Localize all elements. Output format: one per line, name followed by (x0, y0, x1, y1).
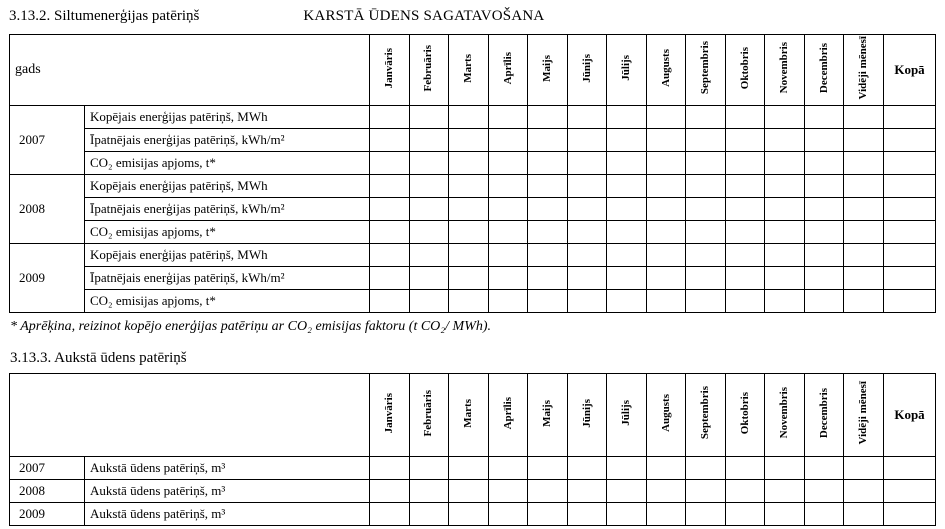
data-cell (449, 129, 489, 152)
data-cell (607, 480, 647, 503)
month-header (804, 35, 844, 106)
month-header-label: Novembris (778, 387, 791, 439)
data-cell (884, 290, 936, 313)
month-header (370, 35, 410, 106)
month-header (646, 374, 686, 457)
month-header-label: Augusts (659, 394, 672, 432)
row-label: CO₂ emisijas apjoms, t* (85, 290, 370, 313)
data-cell (844, 106, 884, 129)
row-label: Aukstā ūdens patēriņš, m³ (85, 480, 370, 503)
data-cell (646, 221, 686, 244)
data-cell (607, 198, 647, 221)
year-cell: 2009 (10, 244, 85, 313)
row-label: Īpatnējais enerģijas patēriņš, kWh/m² (85, 129, 370, 152)
data-cell (725, 267, 765, 290)
month-header (607, 35, 647, 106)
table-row (10, 198, 936, 221)
data-cell (488, 175, 528, 198)
data-cell (488, 221, 528, 244)
month-header-label: Novembris (778, 42, 791, 94)
table-row (10, 457, 936, 480)
data-cell (449, 503, 489, 526)
month-header-label: Jūnijs (580, 398, 593, 428)
month-header (607, 374, 647, 457)
data-cell (765, 129, 805, 152)
data-cell (765, 290, 805, 313)
data-cell (567, 457, 607, 480)
heat-energy-table (9, 34, 936, 313)
month-header (409, 374, 449, 457)
total-header (884, 35, 936, 106)
data-cell (488, 480, 528, 503)
month-header (567, 374, 607, 457)
footnote: * Aprēķina, reizinot kopējo enerģijas patēriņu ar CO₂ emisijas faktoru (t CO₂/ MWh). (10, 319, 492, 334)
data-cell (607, 267, 647, 290)
data-cell (884, 152, 936, 175)
month-header (409, 35, 449, 106)
total-header (884, 374, 936, 457)
data-cell (449, 198, 489, 221)
table-header-row (10, 374, 936, 457)
data-cell (725, 198, 765, 221)
data-cell (844, 198, 884, 221)
gads-label: gads (15, 62, 41, 77)
data-cell (567, 221, 607, 244)
data-cell (607, 106, 647, 129)
data-cell (370, 152, 410, 175)
table-row (10, 503, 936, 526)
data-cell (884, 106, 936, 129)
data-cell (686, 221, 726, 244)
data-cell (725, 129, 765, 152)
data-cell (409, 290, 449, 313)
total-header-label: Kopā (894, 407, 925, 422)
month-header-label: Aprīlis (501, 396, 514, 430)
data-cell (844, 244, 884, 267)
month-header (370, 374, 410, 457)
row-label: Īpatnējais enerģijas patēriņš, kWh/m² (85, 198, 370, 221)
data-cell (607, 129, 647, 152)
data-cell (884, 480, 936, 503)
data-cell (449, 152, 489, 175)
data-cell (370, 175, 410, 198)
month-header-label: Oktobris (738, 391, 751, 435)
data-cell (607, 221, 647, 244)
data-cell (765, 152, 805, 175)
data-cell (370, 457, 410, 480)
month-header-label: Janvāris (382, 392, 395, 434)
data-cell (449, 175, 489, 198)
month-header (646, 35, 686, 106)
data-cell (765, 106, 805, 129)
row-label: Kopējais enerģijas patēriņš, MWh (85, 175, 370, 198)
data-cell (844, 503, 884, 526)
data-cell (725, 290, 765, 313)
table-row (10, 480, 936, 503)
row-label: Aukstā ūdens patēriņš, m³ (85, 457, 370, 480)
data-cell (646, 175, 686, 198)
year-cell: 2007 (10, 457, 85, 480)
table-row (10, 221, 936, 244)
month-header (528, 374, 568, 457)
data-cell (528, 198, 568, 221)
month-header-label: Jūlijs (620, 55, 633, 81)
data-cell (844, 221, 884, 244)
data-cell (646, 290, 686, 313)
section-1-title-row (9, 8, 936, 30)
data-cell (844, 129, 884, 152)
data-cell (567, 175, 607, 198)
data-cell (370, 503, 410, 526)
section-1-title: 3.13.2. Siltumenerģijas patēriņš (9, 8, 200, 24)
month-header (804, 374, 844, 457)
data-cell (646, 244, 686, 267)
data-cell (884, 244, 936, 267)
data-cell (804, 129, 844, 152)
data-cell (409, 175, 449, 198)
data-cell (409, 244, 449, 267)
data-cell (528, 290, 568, 313)
data-cell (765, 457, 805, 480)
data-cell (804, 221, 844, 244)
data-cell (409, 221, 449, 244)
month-header-label: Oktobris (738, 46, 751, 90)
data-cell (567, 244, 607, 267)
data-cell (409, 198, 449, 221)
year-cell: 2008 (10, 480, 85, 503)
row-label: Kopējais enerģijas patēriņš, MWh (85, 106, 370, 129)
data-cell (844, 457, 884, 480)
data-cell (607, 457, 647, 480)
data-cell (528, 480, 568, 503)
month-header-label: Jūlijs (620, 400, 633, 426)
data-cell (528, 457, 568, 480)
table-row (10, 106, 936, 129)
year-cell: 2007 (10, 106, 85, 175)
data-cell (567, 503, 607, 526)
row-label: Kopējais enerģijas patēriņš, MWh (85, 244, 370, 267)
month-header-label: Vidēji mēnesī (857, 36, 870, 100)
data-cell (528, 175, 568, 198)
data-cell (488, 503, 528, 526)
data-cell (449, 480, 489, 503)
data-cell (884, 221, 936, 244)
data-cell (409, 267, 449, 290)
data-cell (686, 244, 726, 267)
data-cell (567, 152, 607, 175)
data-cell (567, 106, 607, 129)
data-cell (449, 221, 489, 244)
month-header-label: Augusts (659, 49, 672, 87)
data-cell (488, 267, 528, 290)
data-cell (725, 480, 765, 503)
data-cell (646, 267, 686, 290)
empty-corner-cell (10, 374, 370, 457)
data-cell (804, 480, 844, 503)
data-cell (370, 480, 410, 503)
year-cell: 2009 (10, 503, 85, 526)
month-header-label: Jūnijs (580, 53, 593, 83)
data-cell (567, 480, 607, 503)
data-cell (884, 175, 936, 198)
data-cell (370, 221, 410, 244)
data-cell (528, 503, 568, 526)
data-cell (607, 290, 647, 313)
data-cell (765, 198, 805, 221)
data-cell (607, 175, 647, 198)
data-cell (370, 129, 410, 152)
table-row (10, 267, 936, 290)
month-header (686, 35, 726, 106)
data-cell (449, 290, 489, 313)
data-cell (686, 175, 726, 198)
data-cell (725, 244, 765, 267)
data-cell (804, 175, 844, 198)
data-cell (607, 152, 647, 175)
row-label: Aukstā ūdens patēriņš, m³ (85, 503, 370, 526)
data-cell (488, 152, 528, 175)
data-cell (804, 244, 844, 267)
table-header-row (10, 35, 936, 106)
month-header (686, 374, 726, 457)
month-header (765, 374, 805, 457)
month-header (567, 35, 607, 106)
data-cell (884, 267, 936, 290)
month-header-label: Maijs (541, 399, 554, 427)
data-cell (567, 290, 607, 313)
data-cell (765, 267, 805, 290)
data-cell (370, 290, 410, 313)
data-cell (686, 290, 726, 313)
data-cell (725, 221, 765, 244)
data-cell (804, 290, 844, 313)
month-header-label: Septembris (699, 386, 712, 440)
data-cell (409, 129, 449, 152)
data-cell (844, 480, 884, 503)
data-cell (607, 244, 647, 267)
section-1-heading: KARSTĀ ŪDENS SAGATAVOŠANA (303, 8, 545, 24)
data-cell (488, 290, 528, 313)
month-header (844, 374, 884, 457)
section-2-title: 3.13.3. Aukstā ūdens patēriņš (10, 350, 187, 366)
data-cell (884, 198, 936, 221)
data-cell (884, 129, 936, 152)
data-cell (567, 267, 607, 290)
data-cell (370, 198, 410, 221)
data-cell (646, 152, 686, 175)
data-cell (449, 244, 489, 267)
data-cell (370, 244, 410, 267)
month-header (488, 374, 528, 457)
data-cell (804, 503, 844, 526)
table-row (10, 290, 936, 313)
data-cell (765, 244, 805, 267)
data-cell (725, 503, 765, 526)
data-cell (844, 290, 884, 313)
data-cell (528, 244, 568, 267)
data-cell (646, 198, 686, 221)
month-header (449, 35, 489, 106)
data-cell (370, 106, 410, 129)
cold-water-table (9, 373, 936, 526)
data-cell (844, 175, 884, 198)
table-row (10, 175, 936, 198)
data-cell (567, 129, 607, 152)
data-cell (449, 457, 489, 480)
data-cell (488, 198, 528, 221)
data-cell (488, 129, 528, 152)
data-cell (686, 503, 726, 526)
data-cell (409, 152, 449, 175)
month-header-label: Vidēji mēnesī (857, 381, 870, 445)
data-cell (804, 106, 844, 129)
data-cell (686, 106, 726, 129)
data-cell (528, 129, 568, 152)
data-cell (844, 267, 884, 290)
row-label: CO₂ emisijas apjoms, t* (85, 152, 370, 175)
month-header-label: Janvāris (382, 47, 395, 89)
data-cell (528, 221, 568, 244)
gads-header-cell (10, 35, 370, 106)
data-cell (844, 152, 884, 175)
table-row (10, 129, 936, 152)
year-cell: 2008 (10, 175, 85, 244)
data-cell (884, 457, 936, 480)
data-cell (646, 480, 686, 503)
row-label: CO₂ emisijas apjoms, t* (85, 221, 370, 244)
month-header-label: Marts (462, 398, 474, 428)
data-cell (765, 175, 805, 198)
month-header (725, 35, 765, 106)
data-cell (567, 198, 607, 221)
data-cell (646, 129, 686, 152)
data-cell (765, 221, 805, 244)
data-cell (725, 106, 765, 129)
data-cell (686, 457, 726, 480)
data-cell (804, 457, 844, 480)
data-cell (884, 503, 936, 526)
month-header-label: Decembris (817, 42, 830, 94)
data-cell (488, 106, 528, 129)
data-cell (686, 129, 726, 152)
data-cell (765, 503, 805, 526)
data-cell (686, 152, 726, 175)
table-row (10, 244, 936, 267)
data-cell (528, 106, 568, 129)
data-cell (804, 152, 844, 175)
data-cell (528, 152, 568, 175)
data-cell (804, 198, 844, 221)
data-cell (409, 106, 449, 129)
data-cell (686, 267, 726, 290)
month-header (488, 35, 528, 106)
month-header-label: Decembris (817, 387, 830, 439)
data-cell (528, 267, 568, 290)
data-cell (488, 457, 528, 480)
data-cell (646, 503, 686, 526)
data-cell (686, 480, 726, 503)
month-header (844, 35, 884, 106)
month-header (765, 35, 805, 106)
month-header-label: Februāris (422, 389, 435, 437)
data-cell (370, 267, 410, 290)
row-label: Īpatnējais enerģijas patēriņš, kWh/m² (85, 267, 370, 290)
data-cell (765, 480, 805, 503)
data-cell (488, 244, 528, 267)
data-cell (686, 198, 726, 221)
table-row (10, 152, 936, 175)
month-header-label: Septembris (699, 41, 712, 95)
data-cell (409, 503, 449, 526)
month-header-label: Februāris (422, 44, 435, 92)
month-header (528, 35, 568, 106)
data-cell (409, 480, 449, 503)
data-cell (646, 106, 686, 129)
data-cell (449, 106, 489, 129)
data-cell (409, 457, 449, 480)
data-cell (725, 152, 765, 175)
data-cell (449, 267, 489, 290)
data-cell (725, 457, 765, 480)
data-cell (646, 457, 686, 480)
data-cell (725, 175, 765, 198)
month-header (725, 374, 765, 457)
month-header-label: Maijs (541, 54, 554, 82)
month-header (449, 374, 489, 457)
total-header-label: Kopā (894, 62, 925, 77)
data-cell (804, 267, 844, 290)
month-header-label: Aprīlis (501, 51, 514, 85)
data-cell (607, 503, 647, 526)
month-header-label: Marts (462, 53, 475, 83)
